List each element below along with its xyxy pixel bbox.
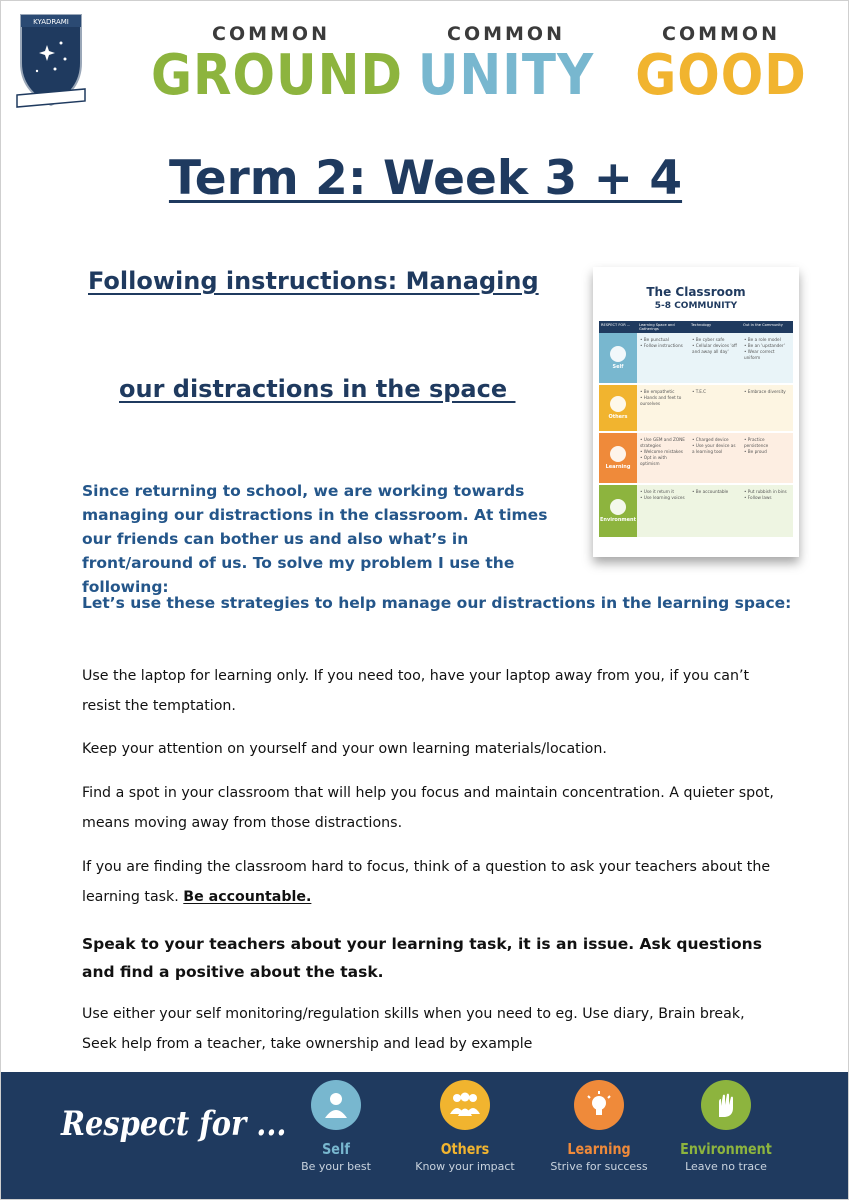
strategy-laptop: Use the laptop for learning only. If you need too, have your laptop away from you, if you can’t resist the temptation. (82, 668, 750, 714)
respect-learning-sub: Strive for success (550, 1160, 648, 1173)
poster-cell: • Be punctual • Follow instructions (640, 337, 683, 348)
poster-cell: • Use it return it • Use learning voices (640, 489, 685, 500)
respect-for-text: Respect for ... (61, 1104, 287, 1144)
common-ground-logo (151, 23, 403, 108)
poster-row (599, 333, 793, 383)
poster-row-icon (610, 446, 626, 462)
common-good-big: GOOD (635, 42, 807, 108)
respect-environment-sub: Leave no trace (685, 1160, 767, 1173)
poster-row-label-text: Environment (600, 517, 636, 523)
poster-row-label (599, 485, 637, 537)
be-accountable-text: Be accountable. (183, 889, 312, 905)
poster-cell: • Practice persistence • Be proud (744, 437, 769, 454)
poster-row (599, 433, 793, 483)
respect-footer (1, 1072, 849, 1200)
strategy-question (82, 852, 782, 912)
respect-self-label: Self (322, 1140, 350, 1158)
poster-cell: • Use GEM and ZONE strategies • Welcome mistakes • Opt in with optimism (640, 437, 685, 466)
poster-header-cell: RESPECT FOR ... (601, 323, 631, 327)
poster-row-label-text: Others (608, 414, 628, 420)
common-good-small: COMMON (662, 23, 780, 45)
respect-others (405, 1080, 525, 1173)
group-icon (440, 1080, 490, 1130)
poster-row-icon (610, 346, 626, 362)
strategy-spot: Find a spot in your classroom that will help you focus and maintain concentration. A quieter spot, means moving away from those distractions. (82, 785, 774, 831)
person-icon (311, 1080, 361, 1130)
subtitle-line-1: Following instructions: Managing (88, 267, 539, 295)
poster-cell: • Be a role model • Be an 'upstander' • Wear correct uniform (744, 337, 785, 360)
common-ground-big: GROUND (151, 42, 403, 108)
poster-header-cell: Out in the Community (743, 323, 783, 327)
respect-learning (539, 1080, 659, 1173)
respect-environment (666, 1080, 786, 1173)
respect-self-sub: Be your best (301, 1160, 371, 1173)
common-unity-big: UNITY (417, 42, 595, 108)
poster-cell: • Be accountable (692, 489, 729, 494)
poster-row-label (599, 333, 637, 383)
poster-row (599, 485, 793, 537)
poster-row-label (599, 385, 637, 431)
poster-cell: • T.E.C (692, 389, 707, 394)
respect-others-label: Others (440, 1140, 490, 1158)
poster-row-label-text: Learning (605, 464, 631, 470)
poster-cell: • Embrace diversity (744, 389, 786, 394)
poster-row-icon (610, 396, 626, 412)
respect-learning-label: Learning (567, 1140, 631, 1158)
poster-title: The Classroom (646, 285, 746, 299)
intro-paragraph: Since returning to school, we are working towards managing our distractions in the classroom. At times our friends can bother us and also what’s in front/around of us. To solve my problem I use the following: (82, 482, 548, 596)
poster-header-cell: Technology (691, 323, 712, 327)
page-title-text: Term 2: Week 3 + 4 (168, 151, 683, 206)
respect-environment-label: Environment (680, 1140, 772, 1158)
poster-row-label-text: Self (612, 364, 624, 370)
poster-table-header (599, 321, 793, 333)
poster-row-label (599, 433, 637, 483)
respect-self (276, 1080, 396, 1173)
strategy-speak: Speak to your teachers about your learning task, it is an issue. Ask questions and find a positive about the task. (82, 935, 762, 981)
strategies-heading: Let’s use these strategies to help manage our distractions in the learning space: (82, 594, 792, 612)
page-title (1, 151, 849, 206)
poster-cell: • Put rubbish in bins • Follow laws (744, 489, 787, 500)
poster-cell: • Be empathetic • Hands and feet to ourselves (640, 389, 682, 406)
common-good-logo (621, 23, 821, 108)
common-unity-logo (411, 23, 601, 108)
poster-row-icon (610, 499, 626, 515)
poster-header-cell: Learning Space and Gatherings (639, 323, 675, 331)
poster-row (599, 385, 793, 431)
poster-cell: • Charged device • Use your device as a learning tool (692, 437, 736, 454)
strategy-self-monitoring: Use either your self monitoring/regulation skills when you need to eg. Use diary, Brain break, Seek help from a teacher, take ownership and lead by example (82, 1006, 745, 1052)
lightbulb-icon (574, 1080, 624, 1130)
classroom-poster (593, 267, 799, 557)
school-crest-icon (15, 11, 87, 111)
crest-label: KYADRAMI (33, 18, 69, 26)
respect-others-sub: Know your impact (415, 1160, 515, 1173)
poster-cell: • Be cyber safe • Cellular devices 'off and away all day' (692, 337, 737, 354)
strategy-attention: Keep your attention on yourself and your own learning materials/location. (82, 741, 607, 757)
strategy-question-text: If you are finding the classroom hard to focus, think of a question to ask your teachers about the learning task. (82, 859, 771, 905)
subtitle-line-2: our distractions in the space (119, 375, 516, 403)
poster-subtitle: 5-8 COMMUNITY (654, 301, 738, 311)
common-ground-small: COMMON (212, 23, 330, 45)
leaf-hand-icon (701, 1080, 751, 1130)
common-unity-small: COMMON (447, 23, 565, 45)
